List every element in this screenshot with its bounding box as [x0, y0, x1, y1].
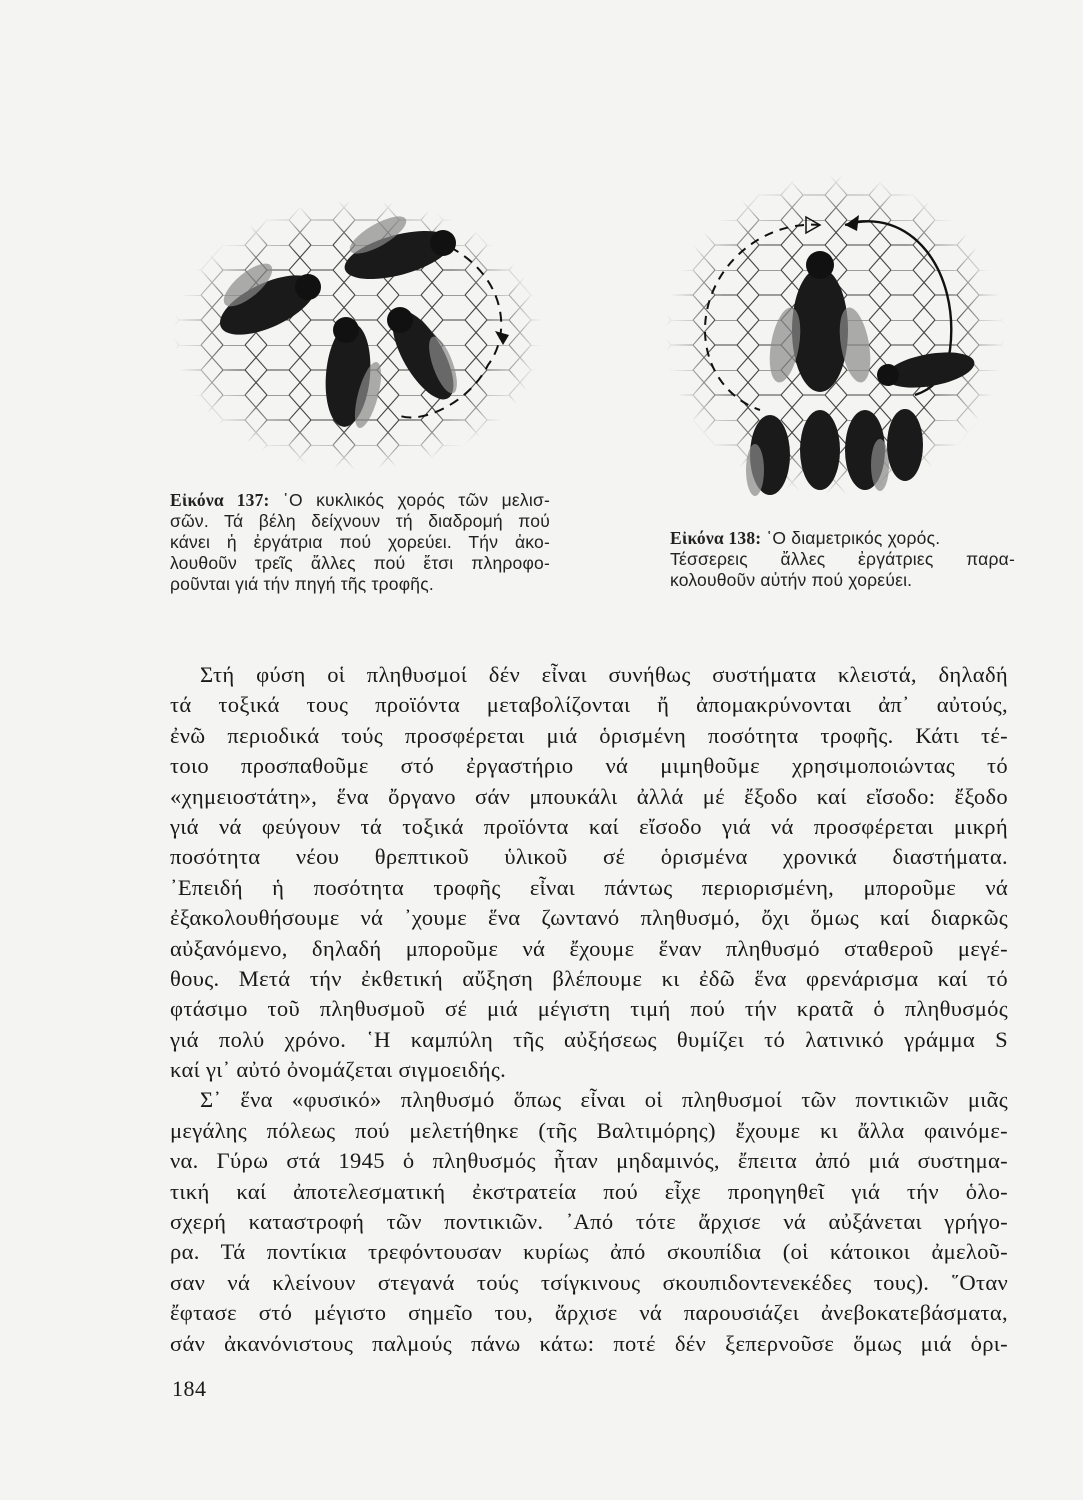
body-text	[170, 660, 1008, 1359]
text-line: να. Γύρω στά 1945 ὁ πληθυσμός ἦταν μηδαμινός, ἔπειτα ἀπό μιά συστημα-	[170, 1148, 1008, 1174]
text-line: καί γι᾽ αὐτό ὀνομάζεται σιγμοειδής.	[170, 1057, 507, 1083]
text-line: ρα. Τά ποντίκια τρεφόντουσαν κυρίως ἀπό σκουπίδια (οἱ κάτοικοι ἀμελοῦ-	[170, 1239, 1008, 1265]
figure-137-caption	[170, 490, 550, 595]
text-line: τοιο προσπαθοῦμε στό ἐργαστήριο νά μιμηθοῦμε χρησιμοποιώντας τό	[170, 753, 1008, 779]
text-line: σάν ἀκανόνιστους παλμούς πάνω κάτω: ποτέ δέν ξεπερνοῦσε ὅμως μιά ὁρι-	[170, 1330, 1008, 1356]
text-line: Στή φύση οἱ πληθυσμοί δέν εἶναι συνήθως συστήματα κλειστά, δηλαδή	[200, 662, 1008, 687]
text-line: μεγάλης πόλεως πού μελετήθηκε (τῆς Βαλτιμόρης) ἔχουμε κι ἄλλα φαινόμε-	[170, 1117, 1008, 1143]
bee-icon	[800, 410, 840, 490]
text-line: τική καί ἀποτελεσματική ἐκστρατεία πού εἶχε προηγηθεῖ γιά τήν ὁλο-	[170, 1178, 1008, 1204]
text-line: φτάσιμο τοῦ πληθυσμοῦ σέ μιά μέγιστη τιμή πού τήν κρατᾶ ὁ πληθυσμός	[170, 996, 1008, 1022]
caption-line: κολουθοῦν αὐτήν πού χορεύει.	[670, 570, 913, 590]
text-line: τά τοξικά τους προϊόντα μεταβολίζονται ἤ ἀπομακρύνονται ἀπ᾽ αὐτούς,	[170, 692, 1008, 718]
text-line: θους. Μετά τήν ἐκθετική αὔξηση βλέπουμε κι ἐδῶ ἕνα φρενάρισμα καί τό	[170, 965, 1008, 991]
page-number: 184	[172, 1376, 207, 1401]
figure-137-illustration	[168, 195, 548, 475]
caption-line: Εἰκόνα 137: ῾Ο κυκλικός χορός τῶν μελισ-	[170, 490, 550, 510]
diametric-dance-drawing	[660, 170, 1010, 510]
text-line: ποσότητα νέου θρεπτικοῦ ὑλικοῦ σέ ὁρισμένα χρονικά διαστήματα.	[170, 844, 1008, 870]
text-line: αὐξανόμενο, δηλαδή μποροῦμε νά ἔχουμε ἕναν πληθυσμό σταθεροῦ μεγέ-	[170, 935, 1008, 961]
text-line: σχερή καταστροφή τῶν ποντικιῶν. ᾽Από τότε ἄρχισε νά αὐξάνεται γρήγο-	[170, 1209, 1008, 1235]
caption-line: κάνει ἡ ἐργάτρια πού χορεύει. Τήν ἀκο-	[170, 532, 550, 552]
caption-line: Εἰκόνα 138: ῾Ο διαμετρικός χορός.	[670, 528, 941, 548]
text-line: ἐνῶ περιοδικά τούς προσφέρεται μιά ὁρισμένη ποσότητα τροφῆς. Κάτι τέ-	[170, 722, 1008, 748]
figure-138-caption	[670, 528, 1015, 591]
bee-icon	[887, 409, 923, 481]
caption-line: Τέσσερεις ἄλλες ἐργάτριες παρα-	[670, 549, 1015, 569]
figure-138-illustration	[660, 170, 1010, 510]
text-line: ἔφτασε στό μέγιστο σημεῖο του, ἄρχισε νά παρουσιάζει ἀνεβοκατεβάσματα,	[170, 1300, 1008, 1326]
text-line: γιά πολύ χρόνο. ῾Η καμπύλη τῆς αὐξήσεως θυμίζει τό λατινικό γράμμα S	[170, 1026, 1008, 1052]
text-line: γιά νά φεύγουν τά τοξικά προϊόντα καί εἴσοδο γιά νά προσφέρεται μικρή	[170, 813, 1008, 839]
caption-line: λουθοῦν τρεῖς ἄλλες πού ἔτσι πληροφο-	[170, 553, 550, 573]
text-line: ἐξακολουθήσουμε νά ᾽χουμε ἕνα ζωντανό πληθυσμό, ὄχι ὅμως καί διαρκῶς	[170, 905, 1008, 931]
text-line: σαν νά κλείνουν στεγανά τούς τσίγκινους σκουπιδοντενεκέδες τους). ῞Οταν	[170, 1269, 1008, 1295]
caption-line: σῶν. Τά βέλη δείχνουν τή διαδρομή πού	[170, 511, 550, 531]
figure-label: Εἰκόνα 137:	[170, 490, 270, 510]
figure-label: Εἰκόνα 138:	[670, 528, 762, 548]
round-dance-drawing	[168, 195, 548, 475]
text-line: ᾽Επειδή ἡ ποσότητα τροφῆς εἶναι πάντως περιορισμένη, μποροῦμε νά	[170, 874, 1008, 900]
text-line: «χημειοστάτη», ἕνα ὄργανο σάν μπουκάλι ἀλλά μέ ἔξοδο καί εἴσοδο: ἔξοδο	[170, 783, 1008, 809]
text-line: Σ᾽ ἕνα «φυσικό» πληθυσμό ὅπως εἶναι οἱ πληθυσμοί τῶν ποντικιῶν μιᾶς	[200, 1087, 1008, 1113]
caption-line: ροῦνται γιά τήν πηγή τῆς τροφῆς.	[170, 574, 434, 594]
